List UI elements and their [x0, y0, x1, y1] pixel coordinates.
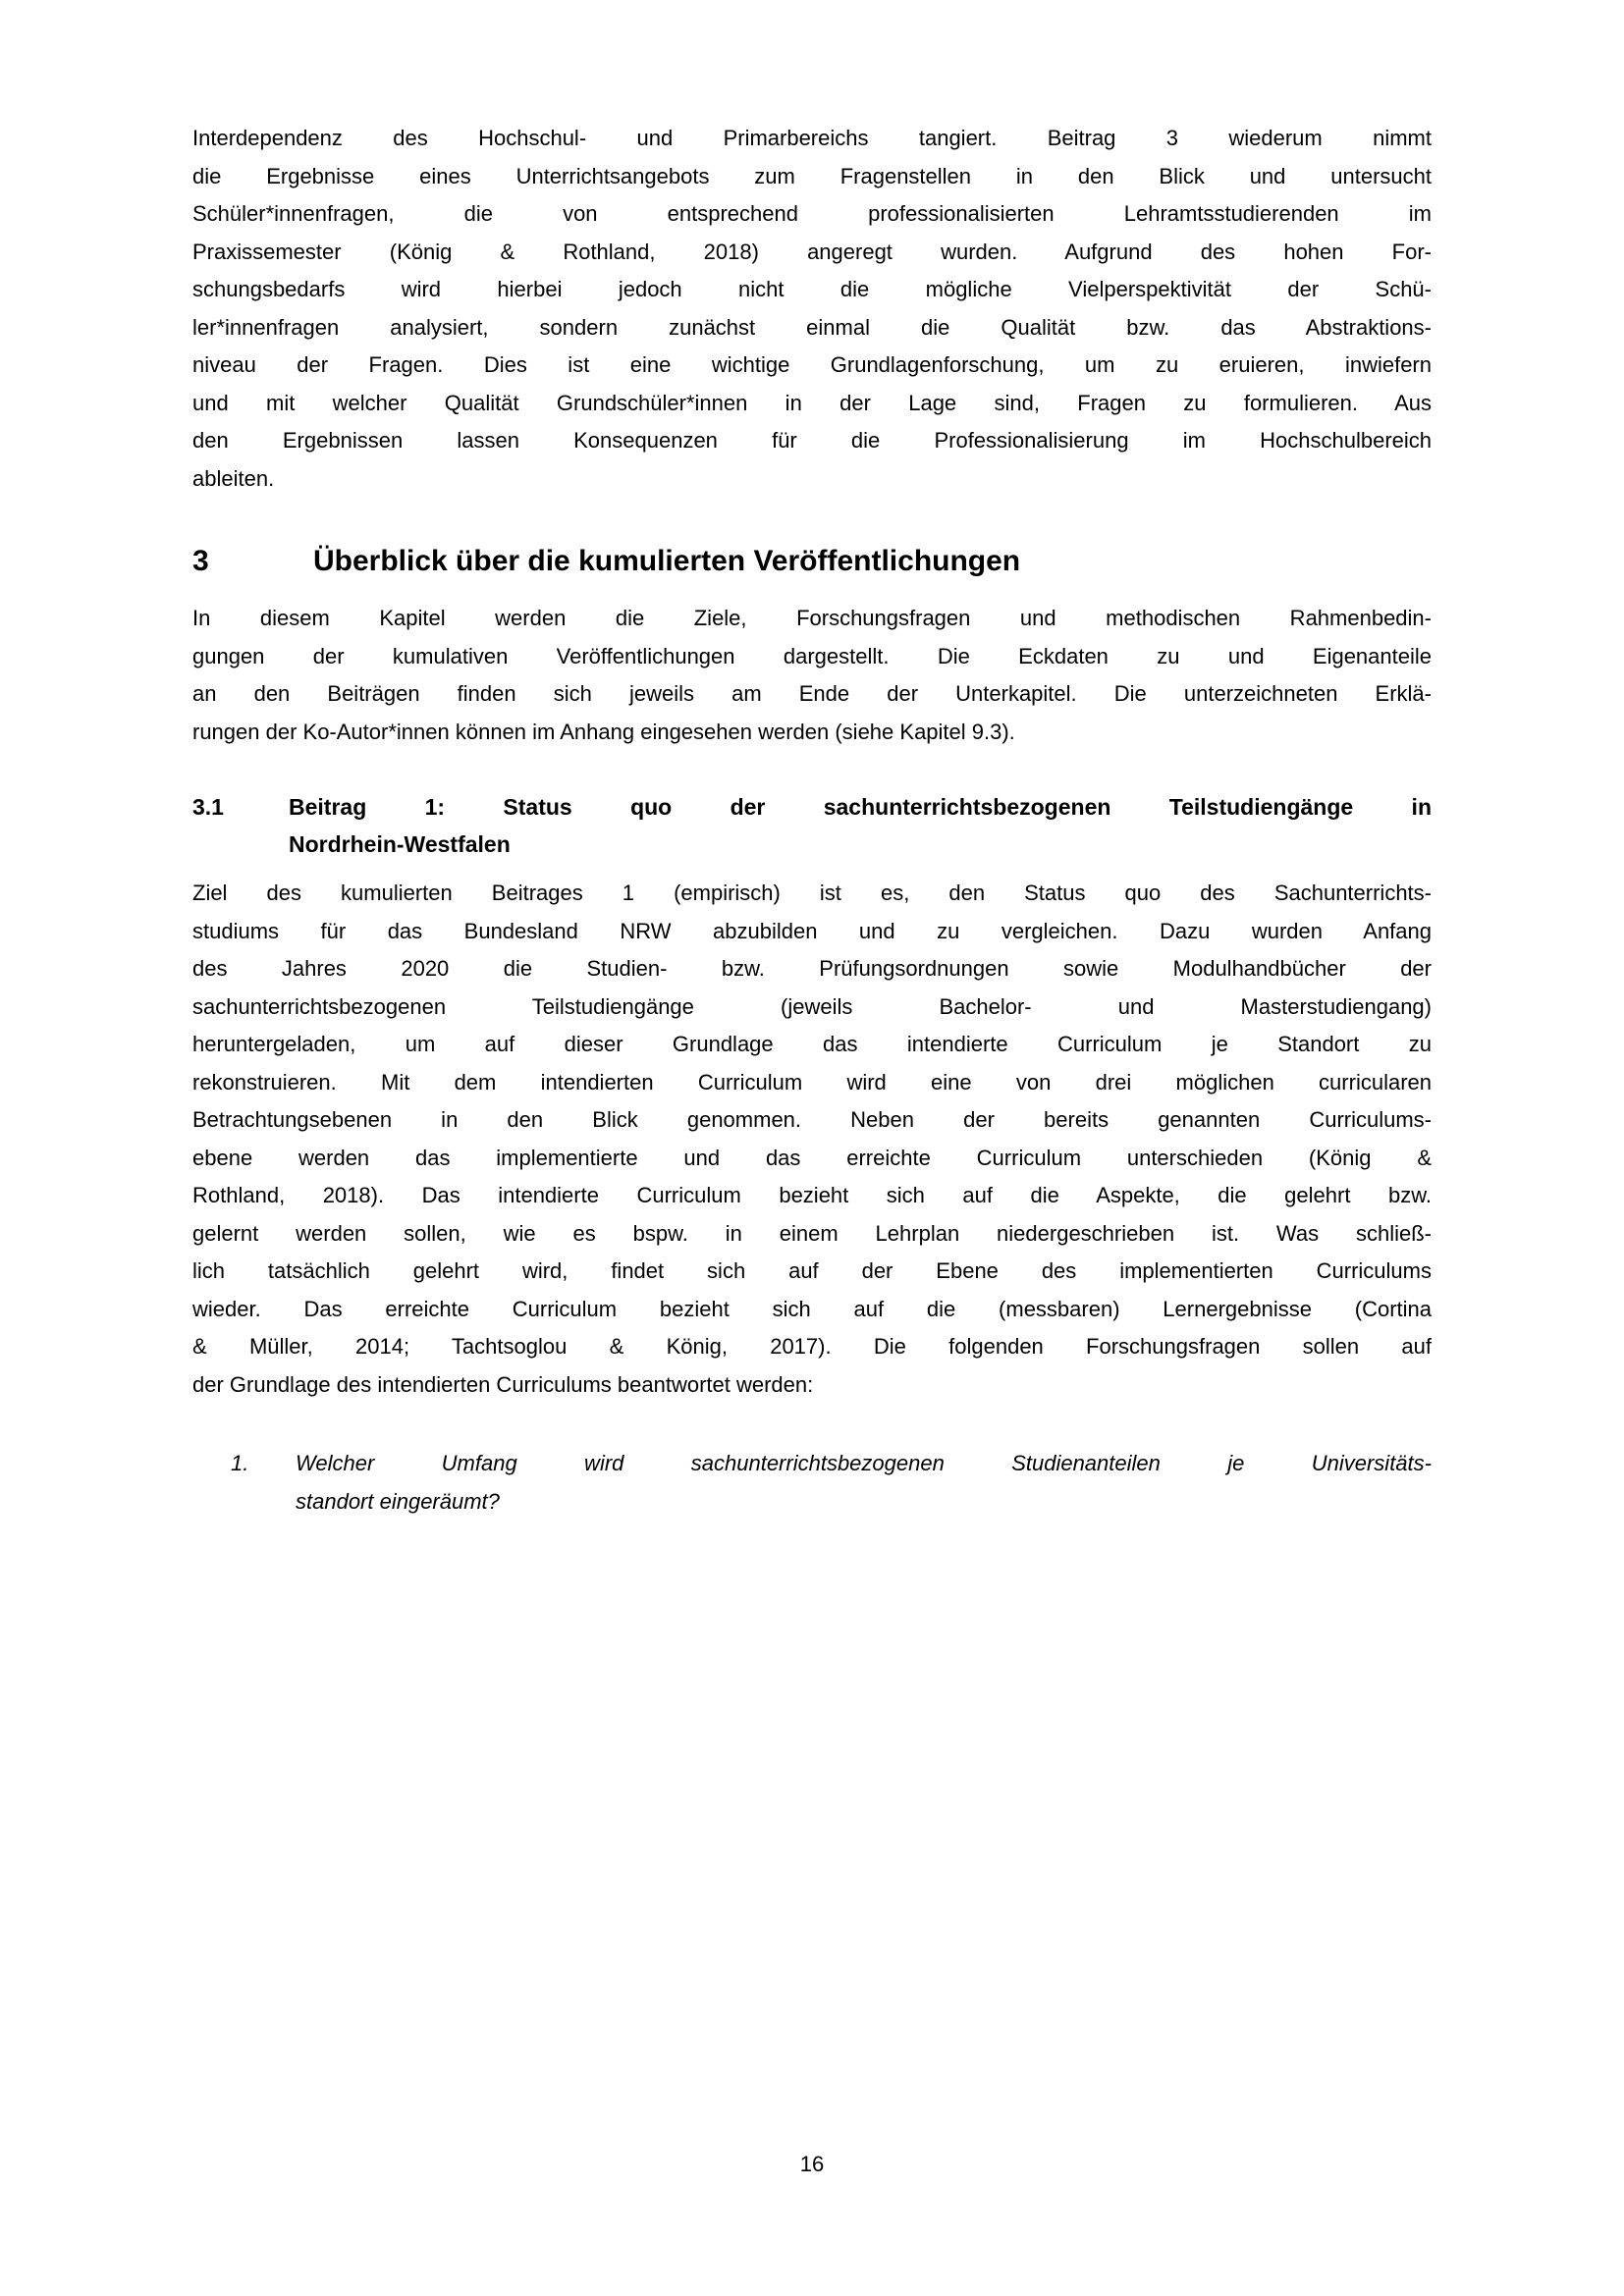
text-line: ler*innenfragen analysiert, sondern zunächst einmal die Qualität bzw. das Abstraktions-: [192, 314, 1432, 340]
text-line: Beitrag 1: Status quo der sachunterrichtsbezogenen Teilstudiengänge in: [289, 794, 1432, 820]
text-line: ebene werden das implementierte und das erreichte Curriculum unterschieden (König &: [192, 1145, 1432, 1170]
text-line: ableiten.: [192, 465, 275, 491]
text-line: gelernt werden sollen, wie es bspw. in einem Lehrplan niedergeschrieben ist. Was schließ-: [192, 1220, 1432, 1246]
text-line: heruntergeladen, um auf dieser Grundlage das intendierte Curriculum je Standort zu: [192, 1032, 1432, 1056]
text-line: wieder. Das erreichte Curriculum bezieht sich auf die (messbaren) Lernergebnisse (Cortina: [192, 1296, 1432, 1321]
text-line: und mit welcher Qualität Grundschüler*innen in der Lage sind, Fragen zu formulieren. Aus: [192, 390, 1432, 415]
text-line: rekonstruieren. Mit dem intendierten Curriculum wird eine von drei möglichen curricularen: [192, 1069, 1432, 1095]
subsection-title: [289, 788, 1432, 863]
section-heading-3-1: [192, 788, 1432, 863]
text-line: sachunterrichtsbezogenen Teilstudiengänge (jeweils Bachelor- und Masterstudiengang): [192, 993, 1432, 1019]
text-line: Welcher Umfang wird sachunterrichtsbezogenen Studienanteilen je Universitäts-: [296, 1451, 1432, 1475]
text-line: In diesem Kapitel werden die Ziele, Forschungsfragen und methodischen Rahmenbedin-: [192, 606, 1432, 630]
section-title: Überblick über die kumulierten Veröffentlichungen: [313, 545, 1021, 577]
text-line: gungen der kumulativen Veröffentlichungen dargestellt. Die Eckdaten zu und Eigenanteile: [192, 643, 1432, 668]
text-line: Ziel des kumulierten Beitrages 1 (empirisch) ist es, den Status quo des Sachunterrichts-: [192, 881, 1432, 905]
text-line: lich tatsächlich gelehrt wird, findet sich auf der Ebene des implementierten Curriculums: [192, 1258, 1432, 1283]
paragraph-chapter-overview: [192, 600, 1432, 751]
section-number: 3: [192, 545, 209, 577]
text-line: der Grundlage des intendierten Curriculums beantwortet werden:: [192, 1371, 814, 1397]
text-line: des Jahres 2020 die Studien- bzw. Prüfungsordnungen sowie Modulhandbücher der: [192, 956, 1432, 981]
text-line: Interdependenz des Hochschul- und Primarbereichs tangiert. Beitrag 3 wiederum nimmt: [192, 126, 1432, 150]
text-line: studiums für das Bundesland NRW abzubilden und zu vergleichen. Dazu wurden Anfang: [192, 918, 1432, 943]
list-item-number: 1.: [231, 1451, 249, 1475]
page-number: 16: [799, 2152, 825, 2176]
text-line: & Müller, 2014; Tachtsoglou & König, 2017). Die folgenden Forschungsfragen sollen auf: [192, 1334, 1432, 1359]
research-questions-list: [192, 1445, 1432, 1521]
text-line: den Ergebnissen lassen Konsequenzen für die Professionalisierung im Hochschulbereich: [192, 428, 1432, 453]
paragraph-beitrag-1: [192, 875, 1432, 1404]
paragraph-intro: [192, 120, 1432, 498]
text-line: an den Beiträgen finden sich jeweils am Ende der Unterkapitel. Die unterzeichneten Erklä-: [192, 681, 1432, 706]
text-line: niveau der Fragen. Dies ist eine wichtige Grundlagenforschung, um zu eruieren, inwiefern: [192, 352, 1432, 377]
list-item-text: [296, 1445, 1432, 1521]
text-line: Schüler*innenfragen, die von entsprechend professionalisierten Lehramtsstudierenden im: [192, 201, 1432, 226]
subsection-number: 3.1: [192, 794, 224, 820]
text-line: rungen der Ko-Autor*innen können im Anhang eingesehen werden (siehe Kapitel 9.3).: [192, 719, 1015, 744]
text-line: die Ergebnisse eines Unterrichtsangebots zum Fragenstellen in den Blick und untersucht: [192, 163, 1432, 188]
text-line: standort eingeräumt?: [296, 1488, 500, 1514]
text-line: Praxissemester (König & Rothland, 2018) angeregt wurden. Aufgrund des hohen For-: [192, 239, 1432, 264]
text-line: Rothland, 2018). Das intendierte Curriculum bezieht sich auf die Aspekte, die gelehrt bzw.: [192, 1183, 1432, 1207]
text-line: schungsbedarfs wird hierbei jedoch nicht die mögliche Vielperspektivität der Schü-: [192, 277, 1432, 301]
list-item: [192, 1445, 1432, 1521]
text-line: Nordrhein-Westfalen: [289, 831, 511, 857]
text-line: Betrachtungsebenen in den Blick genommen. Neben der bereits genannten Curriculums-: [192, 1107, 1432, 1132]
section-heading-3: [192, 541, 1432, 582]
